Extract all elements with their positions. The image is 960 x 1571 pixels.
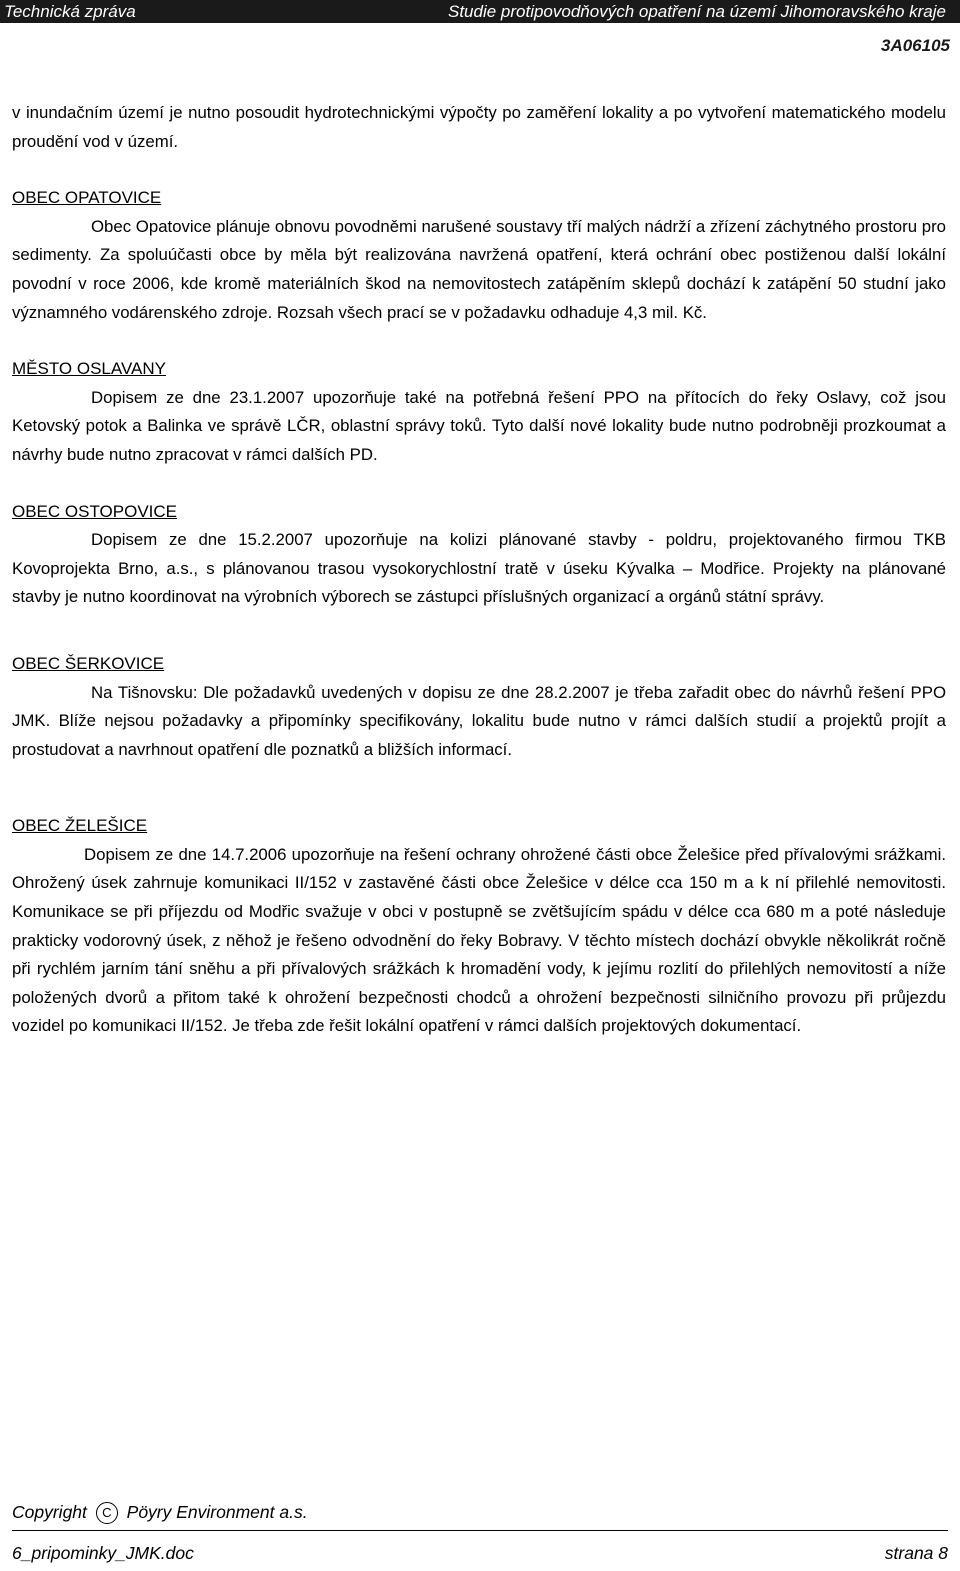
section-text: Na Tišnovsku: Dle požadavků uvedených v dopisu ze dne 28.2.2007 je třeba zařadit obec do návrhů řešení PPO JMK. Blíže nejsou požadavky a připomínky specifikovány, lokalitu bude nutno v rámci dalších studií a projektů projít a prostudovat a navrhnout opatření dle poznatků a bližších informací.	[12, 682, 946, 759]
section-text: Obec Opatovice plánuje obnovu povodněmi narušené soustavy tří malých nádrží a zřízení záchytného prostoru pro sedimenty. Za spoluúčasti obce by měla být realizována navržená opatření, která ochrání obec postiženou další lokální povodní v roce 2006, kde kromě materiálních škod na nemovitostech zatápěním sklepů dochází k zatápění 50 studní jako významného vodárenského zdroje. Rozsah všech prací se v požadavku odhaduje 4,3 mil. Kč.	[12, 216, 946, 322]
copyright-icon: C	[96, 1502, 118, 1524]
section-text: Dopisem ze dne 14.7.2006 upozorňuje na řešení ochrany ohrožené části obce Želešice před přívalovými srážkami. Ohrožený úsek zahrnuje komunikaci II/152 v zastavěné části obce Želešice v délce cca 150 m a k ní přilehlé nemovitosti. Komunikace se při příjezdu od Modřic svažuje v obci v postupně se zvětšujícím spádu v délce cca 680 m a poté následuje prakticky vodorovný úsek, z něhož je řešeno odvodnění do řeky Bobravy. V těchto místech dochází obvykle několikrát ročně při rychlém jarním tání sněhu a při přívalových srážkách k hromadění vody, k jejímu rozlití do přilehlých nemovitostí a níže položených dvorů a přitom také k ohrožení bezpečnosti chodců a ohrožení bezpečnosti silničního provozu při průjezdu vozidel po komunikaci II/152. Je třeba zde řešit lokální opatření v rámci dalších projektových dokumentací.	[12, 844, 946, 1036]
footer-copyright	[12, 1502, 308, 1524]
document-id: 3A06105	[880, 36, 950, 55]
section-heading: OBEC OPATOVICE	[12, 188, 162, 208]
section-heading: MĚSTO OSLAVANY	[12, 359, 166, 379]
section-serkovice	[12, 650, 946, 764]
footer-filename: 6_pripominky_JMK.doc	[12, 1543, 194, 1563]
section-zelesice	[12, 812, 946, 1041]
document-body	[12, 99, 946, 1041]
header-right-title: Studie protipovodňových opatření na území Jihomoravského kraje	[447, 2, 946, 21]
section-text: Dopisem ze dne 23.1.2007 upozorňuje také na potřebná řešení PPO na přítocích do řeky Oslavy, což jsou Ketovský potok a Balinka ve správě LČR, oblastní správy toků. Tyto další nové lokality bude nutno podrobněji prozkoumat a návrhy bude nutno zpracovat v rámci dalších PD.	[12, 387, 946, 464]
section-heading: OBEC ŠERKOVICE	[12, 653, 165, 673]
section-opatovice	[12, 184, 946, 327]
page-header	[0, 0, 960, 23]
footer-page-number: strana 8	[884, 1543, 948, 1563]
section-ostopovice	[12, 498, 946, 612]
section-text: Dopisem ze dne 15.2.2007 upozorňuje na kolizi plánované stavby - poldru, projektovaného firmou TKB Kovoprojekta Brno, a.s., s plánovanou trasou vysokorychlostní tratě v úseku Kývalka – Modřice. Projekty na plánované stavby je nutno koordinovat na výrobních výborech se zástupci příslušných organizací a orgánů státní správy.	[12, 530, 946, 607]
footer-divider	[12, 1530, 948, 1531]
section-heading: OBEC OSTOPOVICE	[12, 501, 178, 521]
header-left-title: Technická zpráva	[4, 2, 136, 21]
company-name: Pöyry Environment a.s.	[126, 1502, 308, 1522]
intro-paragraph: v inundačním území je nutno posoudit hydrotechnickými výpočty po zaměření lokality a po vytvoření matematického modelu proudění vod v území.	[12, 103, 946, 151]
section-heading: OBEC ŽELEŠICE	[12, 816, 148, 836]
copyright-label: Copyright	[12, 1502, 87, 1522]
section-oslavany	[12, 355, 946, 469]
